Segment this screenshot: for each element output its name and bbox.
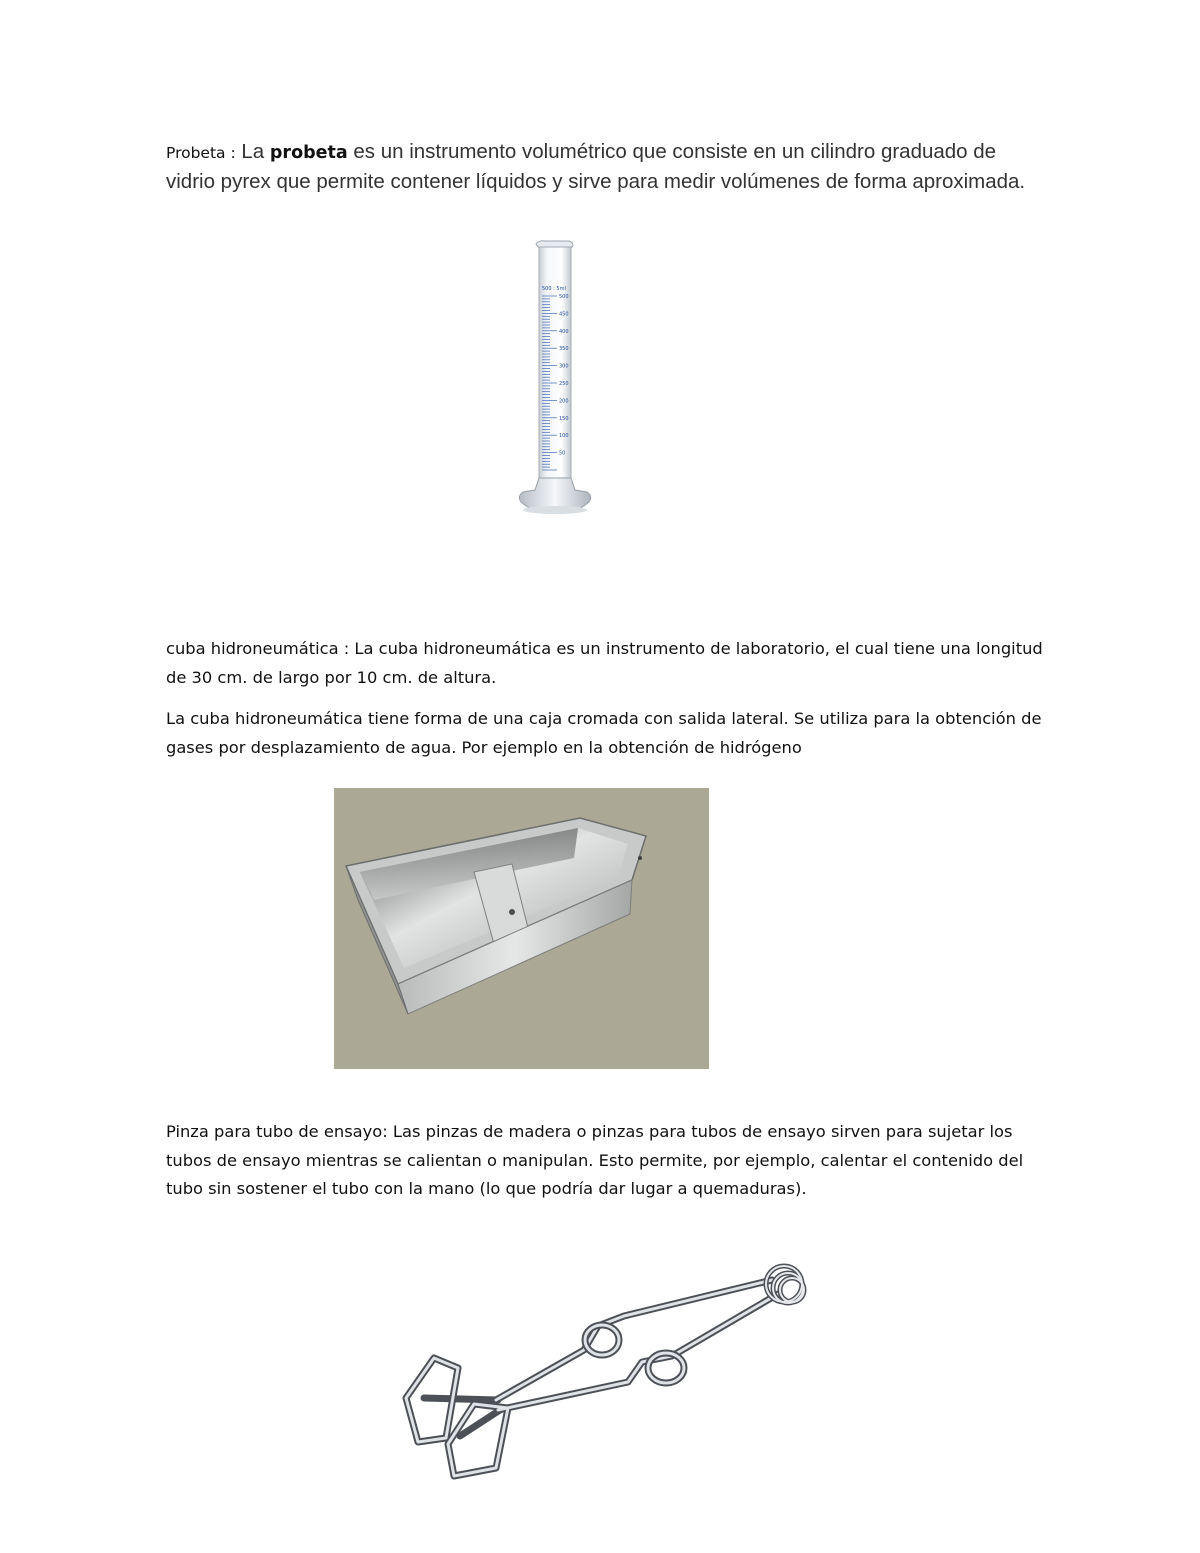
pinza-paragraph: Pinza para tubo de ensayo: Las pinzas de madera o pinzas para tubos de ensayo sirven para sujetar los tubos de ensayo mientras se calientan o manipulan. Esto permite, por ejemplo, calentar el contenido del tubo sin sostener el tubo con la mano (lo que podría dar lugar a quemaduras). (166, 1122, 1024, 1198)
cuba-paragraph-1: cuba hidroneumática : La cuba hidroneumática es un instrumento de laboratorio, el cual tiene una longitud de 30 cm. de largo por 10 cm. de altura. (166, 639, 1043, 687)
probeta-text-after: es un instrumento volumétrico que consiste en un cilindro graduado de vidrio pyrex que permite contener líquidos y sirve para medir volúmenes de forma aproximada. (166, 140, 1026, 193)
probeta-text-before: La (235, 140, 270, 163)
probeta-label: Probeta : (166, 144, 236, 162)
cylinder-scale-label: 100 (559, 433, 569, 440)
cylinder-scale-label: 450 (559, 311, 569, 318)
graduated-cylinder-image (505, 238, 595, 528)
cylinder-scale-label: 150 (559, 415, 569, 422)
pneumatic-trough-image (334, 788, 709, 1069)
cylinder-scale-label: 400 (559, 328, 569, 335)
cylinder-scale-label: 50 (559, 450, 566, 457)
cylinder-scale-top: 500 : 5ml (542, 286, 566, 292)
cuba-paragraph-2: La cuba hidroneumática tiene forma de una caja cromada con salida lateral. Se utiliza para la obtención de gases por desplazamiento de agua. Por ejemplo en la obtención de hidrógeno (166, 709, 1042, 757)
cylinder-scale-label: 250 (559, 381, 569, 387)
cylinder-scale-label: 500 (559, 294, 569, 300)
cylinder-scale-label: 300 (559, 363, 569, 370)
cylinder-scale-label: 350 (559, 346, 569, 353)
cylinder-scale-label: 200 (559, 398, 569, 405)
test-tube-tongs-image (388, 1258, 816, 1490)
probeta-bold-term: probeta (269, 143, 348, 163)
probeta-paragraph (166, 138, 1036, 196)
